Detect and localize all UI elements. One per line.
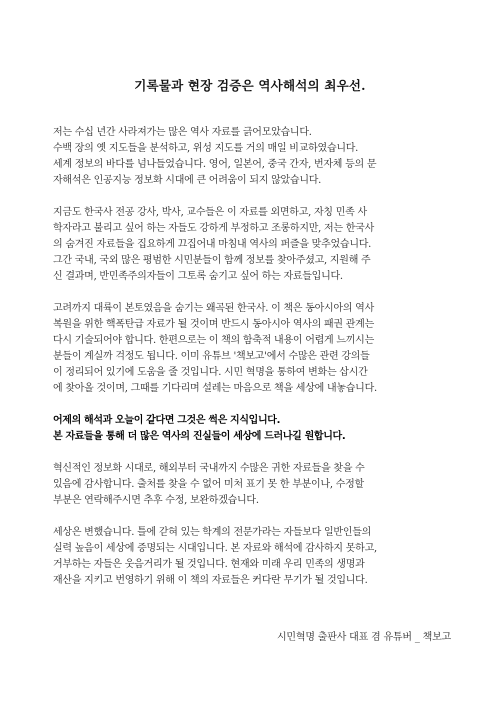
text-line: 수백 장의 옛 지도들을 분석하고, 위성 지도를 거의 매일 비교하였습니다. bbox=[53, 143, 359, 154]
text-line: 부분은 연락해주시면 추후 수정, 보완하겠습니다. bbox=[53, 495, 259, 506]
text-line: 복원을 위한 핵폭탄급 자료가 될 것이며 반드시 동아시아 역사의 패권 관계는 bbox=[53, 319, 374, 330]
emphasis-line: 어제의 해석과 오늘이 같다면 그것은 썩은 지식입니다. bbox=[53, 415, 281, 426]
text-line: 다시 기술되어야 합니다. 한편으로는 이 책의 함축적 내용이 어렵게 느끼시는 bbox=[53, 335, 374, 346]
emphasis-paragraph bbox=[53, 413, 451, 445]
text-line: 그간 국내, 국외 많은 평범한 시민분들이 함께 정보를 찾아주셨고, 지원해 주 bbox=[53, 255, 371, 266]
text-line: 분들이 계실까 걱정도 됩니다. 이미 유튜브 '책보고'에서 수많은 관련 강의들 bbox=[53, 351, 370, 362]
text-line: 의 숨겨진 자료들을 집요하게 끄집어내 마침내 역사의 퍼즐을 맞추었습니다. bbox=[53, 239, 372, 250]
text-line: 지금도 한국사 전공 강사, 박사, 교수들은 이 자료를 외면하고, 자칭 민족 사 bbox=[53, 207, 367, 218]
text-line: 있음에 감사합니다. 출처를 찾을 수 없어 미처 표기 못 한 부분이나, 수정할 bbox=[53, 479, 364, 490]
emphasis-line: 본 자료들을 통해 더 많은 역사의 진실들이 세상에 드러나길 원합니다. bbox=[53, 431, 346, 442]
text-line: 저는 수십 년간 사라져가는 많은 역사 자료를 긁어모았습니다. bbox=[53, 127, 312, 138]
text-line: 거부하는 자들은 웃음거리가 될 것입니다. 현재와 미래 우리 민족의 생명과 bbox=[53, 559, 365, 570]
text-line: 신 결과며, 반민족주의자들이 그토록 숨기고 싶어 하는 자료들입니다. bbox=[53, 271, 343, 282]
text-line: 세상은 변했습니다. 틀에 갇혀 있는 학계의 전문가라는 자들보다 일반인들의 bbox=[53, 527, 372, 538]
signature-line: 시민혁명 출판사 대표 겸 유튜버 _ 책보고 bbox=[276, 632, 451, 643]
text-line: 고려까지 대륙이 본토였음을 숨기는 왜곡된 한국사. 이 책은 동아시아의 역사 bbox=[53, 303, 374, 314]
text-line: 이 정리되어 있기에 도움을 줄 것입니다. 시민 혁명을 통하여 변화는 삽시간 bbox=[53, 367, 368, 378]
paragraph-6 bbox=[53, 525, 451, 589]
paragraph-3 bbox=[53, 301, 451, 397]
text-line: 에 찾아올 것이며, 그때를 기다리며 설레는 마음으로 책을 세상에 내놓습니다. bbox=[53, 383, 377, 394]
text-line: 재산을 지키고 번영하기 위해 이 책의 자료들은 커다란 무기가 될 것입니다. bbox=[53, 575, 368, 586]
paragraph-5 bbox=[53, 461, 451, 509]
document-body bbox=[53, 125, 451, 605]
text-line: 세계 정보의 바다를 넘나들었습니다. 영어, 일본어, 중국 간자, 번자체 등의 문 bbox=[53, 159, 377, 170]
text-line: 실력 높음이 세상에 증명되는 시대입니다. 본 자료와 해석에 감사하지 못하고, bbox=[53, 543, 377, 554]
paragraph-1 bbox=[53, 125, 451, 189]
text-line: 학자라고 불리고 싶어 하는 자들도 강하게 부정하고 조롱하지만, 저는 한국사 bbox=[53, 223, 374, 234]
paragraph-2 bbox=[53, 205, 451, 285]
text-line: 혁신적인 정보화 시대로, 해외부터 국내까지 수많은 귀한 자료들을 찾을 수 bbox=[53, 463, 365, 474]
document-title: 기록물과 현장 검증은 역사해석의 최우선. bbox=[134, 78, 366, 93]
text-line: 자해석은 인공지능 정보화 시대에 큰 어려움이 되지 않았습니다. bbox=[53, 175, 322, 186]
